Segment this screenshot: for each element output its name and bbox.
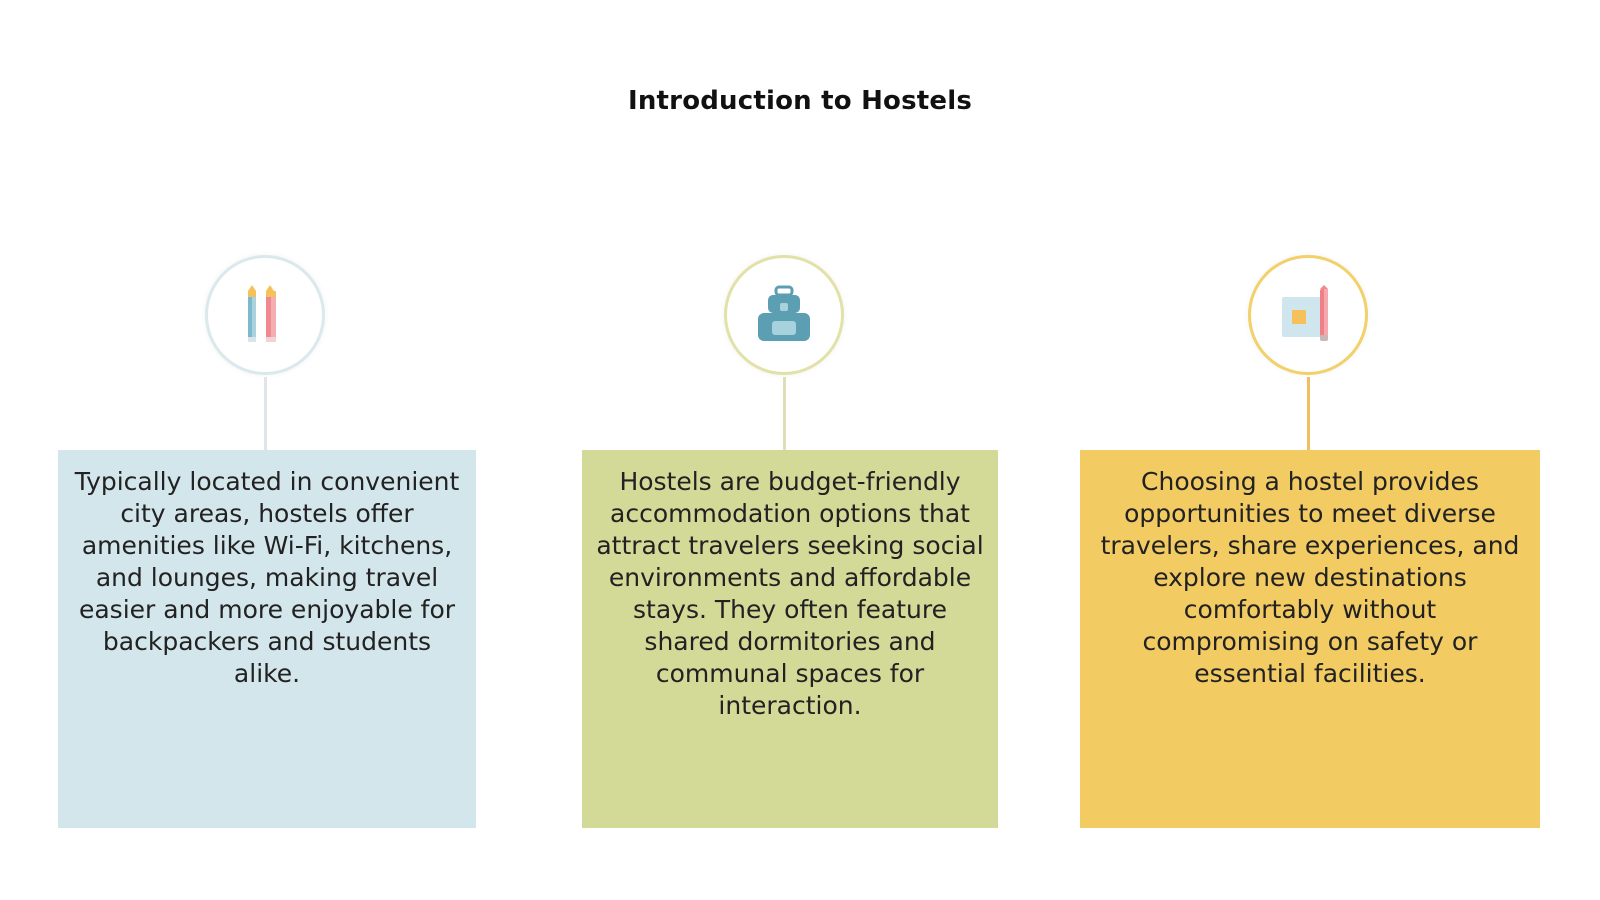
icon-circle-1 (205, 255, 325, 375)
pencils-icon (237, 285, 293, 345)
notebook-pencil-icon (1278, 285, 1338, 345)
card-2-text: Hostels are budget-friendly accommodation options that attract travelers seeking social environments and affordable stays. They often feature shared dormitories and communal spaces for interaction. (596, 467, 984, 720)
page-title: Introduction to Hostels (627, 86, 973, 116)
icon-circle-3 (1248, 255, 1368, 375)
connector-line-3 (1307, 377, 1310, 450)
card-1-text: Typically located in convenient city areas, hostels offer amenities like Wi-Fi, kitchens, and lounges, making travel easier and more enjoyable for backpackers and students alike. (74, 467, 460, 688)
connector-line-2 (783, 377, 786, 450)
column-3 (1080, 0, 1540, 900)
column-2 (582, 0, 998, 900)
backpack-icon (754, 285, 814, 345)
column-1 (58, 0, 476, 900)
info-card-1 (58, 450, 476, 828)
info-card-3 (1080, 450, 1540, 828)
card-3-text: Choosing a hostel provides opportunities to meet diverse travelers, share experiences, and explore new destinations comfortably without compromising on safety or essential facilities. (1100, 467, 1520, 688)
connector-line-1 (264, 377, 267, 450)
icon-circle-2 (724, 255, 844, 375)
info-card-2 (582, 450, 998, 828)
